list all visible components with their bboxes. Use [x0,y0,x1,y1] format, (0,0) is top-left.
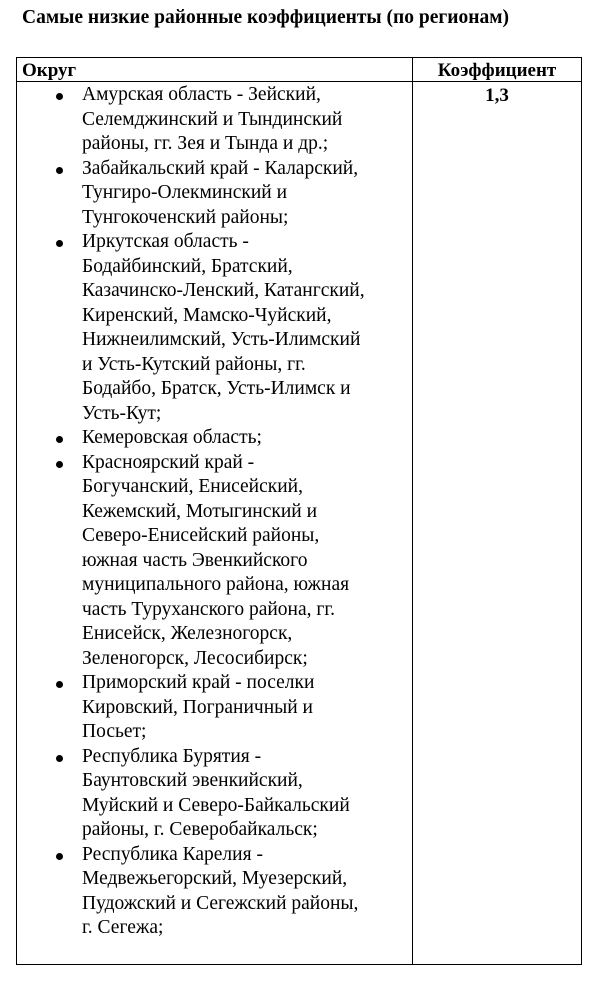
list-item [17,451,412,672]
coefficients-table [16,57,582,965]
column-divider [412,58,413,964]
district-text: Кемеровская область; [82,427,262,448]
district-text: Республика Бурятия - Баунтовский эвенкийский, Муйский и Северо-Байкальский районы, г. Северобайкальск; [82,745,350,840]
district-text: Приморский край - поселки Кировский, Пограничный и Посьет; [82,672,315,742]
header-divider [17,81,581,82]
list-item [17,745,412,843]
bullet-icon [56,167,63,174]
district-text: Забайкальский край - Каларский, Тунгиро-Олекминский и Тунгокоченский районы; [82,157,359,228]
bullet-icon [56,93,63,100]
list-item [17,230,412,426]
header-coefficient: Коэффициент [437,60,557,81]
bullet-icon [56,436,63,443]
list-item [17,426,412,451]
list-item [17,843,412,941]
bullet-icon [56,681,63,688]
list-item [17,671,412,745]
coefficient-value: 1,3 [485,85,509,106]
district-list [17,83,412,941]
bullet-icon [56,461,63,468]
list-item [17,83,412,157]
district-text: Иркутская область - Бодайбинский, Братский, Казачинско-Ленский, Катангский, Киренский, Мамско-Чуйский, Нижнеилимский, Усть-Илимский и Усть-Кутский районы, гг. Бодайбо, Братск, Усть-Илимск и Усть-Кут; [82,231,365,424]
page-title: Самые низкие районные коэффициенты (по регионам) [22,7,509,28]
bullet-icon [56,755,63,762]
district-text: Красноярский край - Богучанский, Енисейский, Кежемский, Мотыгинский и Северо-Енисейский районы, южная часть Эвенкийского муниципального района, южная часть Туруханского района, гг. Енисейск, Железногорск, Зеленогорск, Лесосибирск; [82,451,350,669]
header-district: Округ [22,60,77,81]
bullet-icon [56,853,63,860]
list-item [17,157,412,231]
district-text: Амурская область - Зейский, Селемджинский и Тындинский районы, гг. Зея и Тында и др.; [82,84,343,154]
bullet-icon [56,240,63,247]
district-text: Республика Карелия - Медвежьегорский, Муезерский, Пудожский и Сегежский районы, г. Сегежа; [82,843,359,938]
